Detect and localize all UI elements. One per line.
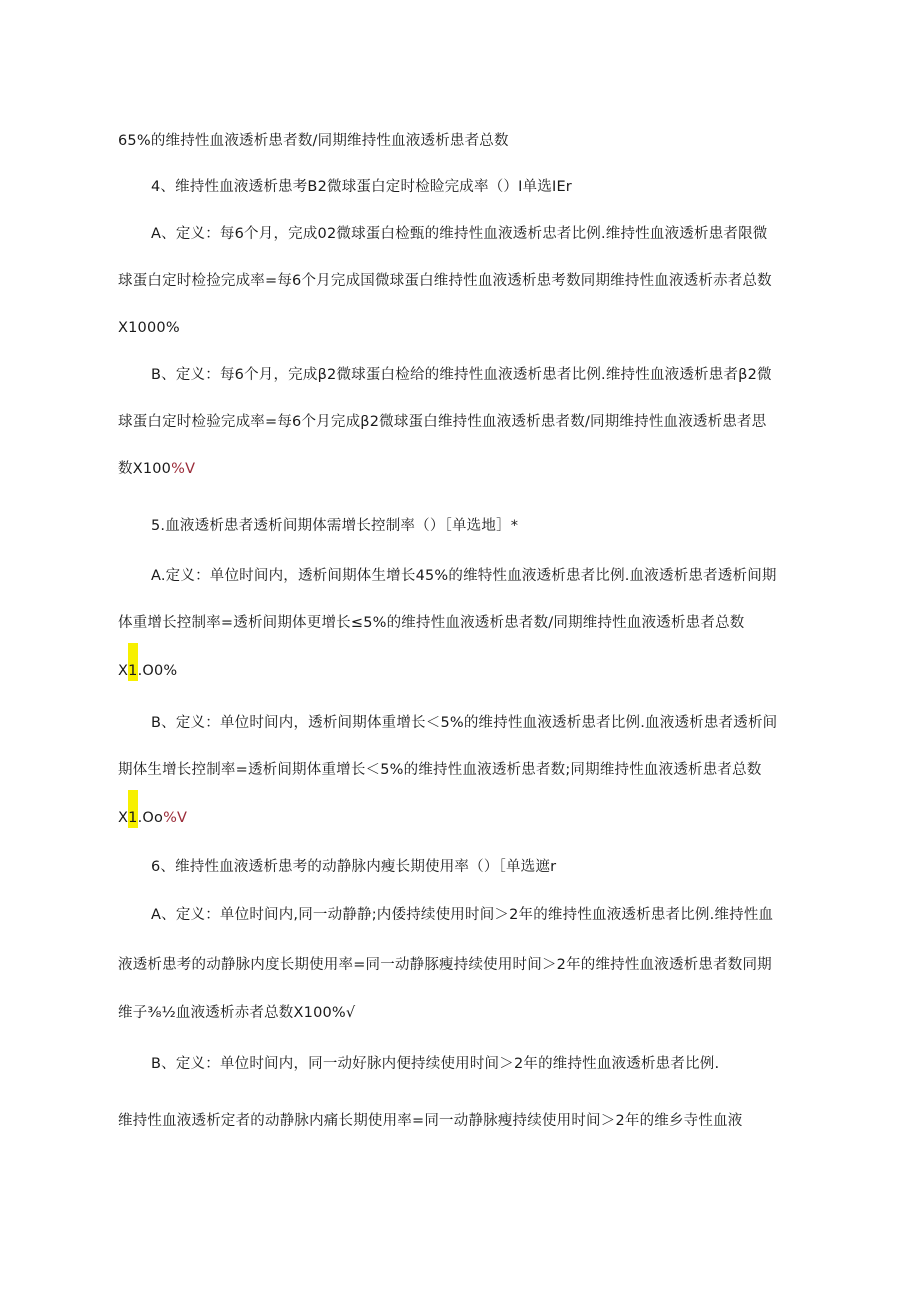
- option-5a-line-2: 体重增长控制率=透析间期体更增长≤5%的维持性血液透析患者数/同期维持性血液透析患者总数: [118, 615, 745, 631]
- option-4b-line-1: B、定义：每6个月，完成β2微球蛋白检给的维持性血液透析患者比例.维持性血液透析患者β2微: [151, 367, 772, 383]
- correct-mark: %V: [163, 810, 188, 826]
- option-6b-line-2: 维持性血液透析定者的动静脉内痛长期使用率=同一动静脉瘦持续使用时间＞2年的维乡寺性血液: [118, 1113, 743, 1129]
- question-6-title: 6、维持性血液透析患考的动静脉内瘦长期使用率（）［单选遮r: [151, 859, 557, 875]
- option-5a-line-1: A.定义：单位时间内，透析间期体生增长45%的维特性血液透析患者比例.血液透析患者透析间期: [151, 568, 777, 584]
- option-5b-line-1: B、定义：单位时间内，透析间期体重增长＜5%的维持性血液透析患者比例.血液透析患者透析间: [151, 715, 778, 731]
- option-4a-line-1: A、定义：每6个月，完成02微球蛋白检甄的维持性血液透析忠者比例.维持性血液透析患者限微: [151, 226, 768, 242]
- option-5b-line-2: 期体生增长控制率=透析间期体重增长＜5%的维持性血液透析患者数;同期维持性血液透析患者总数: [118, 762, 762, 778]
- option-4a-line-2: 球蛋白定时检捡完成率=每6个月完成国微球蛋白维持性血液透析患考数同期维持性血液透析赤者总数: [118, 273, 772, 289]
- option-6a-line-1: A、定义：单位时间内,同一动静静;内倭持续使用时间＞2年的维持性血液透析患者比例.维持性血: [151, 907, 774, 923]
- question-5-title: 5.血液透析患者透析间期体需增长控制率（）［单选地］*: [151, 518, 519, 534]
- text-line-1: 65%的维持性血液透析患者数/同期维持性血液透析患者总数: [118, 133, 509, 149]
- highlight-mark: 1: [128, 790, 137, 828]
- option-5b-line-3: X1.Oo%V: [118, 808, 187, 828]
- question-4-title: 4、维持性血液透析患考B2微球蛋白定时检睑完成率（）I单选IEr: [151, 179, 572, 195]
- option-4b-line-3: 数X100%V: [118, 461, 196, 477]
- option-4b-line-2: 球蛋白定时检验完成率=每6个月完成β2微球蛋白维持性血液透析患者数/同期维持性血液透析患者思: [118, 414, 767, 430]
- option-6a-line-3: 维子⅜½血液透析赤者总数X100%√: [118, 1005, 356, 1021]
- correct-mark: %V: [171, 461, 196, 477]
- option-6b-line-1: B、定义：单位时间内，同一动好脉内便持续使用时间＞2年的维持性血液透析患者比例.: [151, 1056, 720, 1072]
- option-4a-line-3: X1000%: [118, 320, 180, 336]
- highlight-mark: 1: [128, 643, 137, 681]
- option-5a-line-3: X1.O0%: [118, 661, 177, 681]
- option-6a-line-2: 液透析患考的动静脉内度长期使用率=同一动静豚瘦持续使用时间＞2年的维持性血液透析患者数同期: [118, 957, 772, 973]
